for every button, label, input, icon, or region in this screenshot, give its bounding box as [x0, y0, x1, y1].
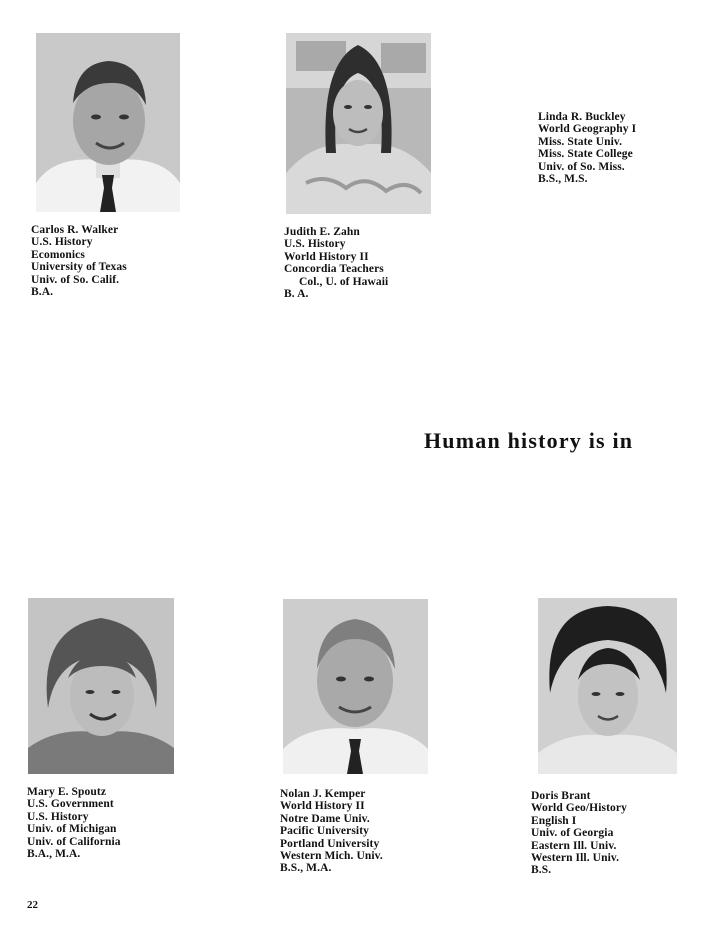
faculty-name: Judith E. Zahn [284, 226, 360, 238]
faculty-detail: B.S., M.A. [280, 862, 332, 875]
faculty-name: Nolan J. Kemper [280, 788, 366, 800]
faculty-detail: Notre Dame Univ. [280, 812, 370, 825]
faculty-name: Carlos R. Walker [31, 224, 119, 236]
faculty-name: Mary E. Spoutz [27, 786, 107, 798]
portrait-photo-brant [538, 598, 677, 774]
faculty-detail: Ecomonics [31, 248, 85, 261]
faculty-detail: World Geography I [538, 123, 637, 136]
faculty-info-zahn [284, 226, 388, 300]
faculty-detail: Miss. State Univ. [538, 135, 623, 148]
faculty-info-kemper [280, 788, 383, 875]
faculty-detail: Col., U. of Hawaii [299, 275, 389, 288]
faculty-detail: Univ. of So. Miss. [538, 160, 625, 173]
faculty-detail: Univ. of California [27, 835, 121, 848]
faculty-detail: U.S. Government [27, 798, 114, 811]
faculty-detail: Univ. of So. Calif. [31, 273, 120, 286]
faculty-detail: B.A. [31, 286, 54, 299]
faculty-detail: Univ. of Michigan [27, 823, 117, 836]
faculty-detail: B. A. [284, 288, 309, 301]
faculty-detail: World History II [280, 800, 365, 813]
faculty-detail: World History II [284, 250, 369, 263]
faculty-name: Linda R. Buckley [538, 111, 626, 123]
faculty-detail: U.S. History [284, 238, 346, 251]
faculty-info-walker [31, 224, 127, 298]
faculty-name: Doris Brant [531, 790, 591, 802]
faculty-detail: English I [531, 814, 577, 827]
portrait-photo-walker [36, 33, 180, 212]
faculty-info-spoutz [27, 786, 121, 860]
headline: Human history is in [424, 428, 634, 453]
portrait-photo-spoutz [28, 598, 174, 774]
faculty-detail: B.S. [531, 864, 552, 877]
portrait-photo-zahn [286, 33, 431, 214]
faculty-detail: World Geo/History [531, 802, 627, 815]
faculty-detail: Western Ill. Univ. [531, 852, 620, 865]
portrait-photo-kemper [283, 599, 428, 774]
faculty-detail: Miss. State College [538, 148, 633, 161]
faculty-detail: U.S. History [31, 236, 93, 249]
faculty-detail: University of Texas [31, 261, 127, 274]
faculty-detail: B.A., M.A. [27, 848, 81, 861]
faculty-detail: Western Mich. Univ. [280, 850, 383, 863]
faculty-detail: Eastern Ill. Univ. [531, 839, 617, 852]
faculty-info-buckley [538, 111, 636, 185]
faculty-detail: Concordia Teachers [284, 263, 384, 276]
page-number: 22 [27, 899, 38, 911]
faculty-info-brant [531, 790, 627, 877]
faculty-detail: Portland University [280, 837, 380, 850]
faculty-detail: Univ. of Georgia [531, 827, 614, 840]
faculty-detail: Pacific University [280, 825, 369, 838]
faculty-detail: B.S., M.S. [538, 173, 588, 186]
faculty-detail: U.S. History [27, 810, 89, 823]
